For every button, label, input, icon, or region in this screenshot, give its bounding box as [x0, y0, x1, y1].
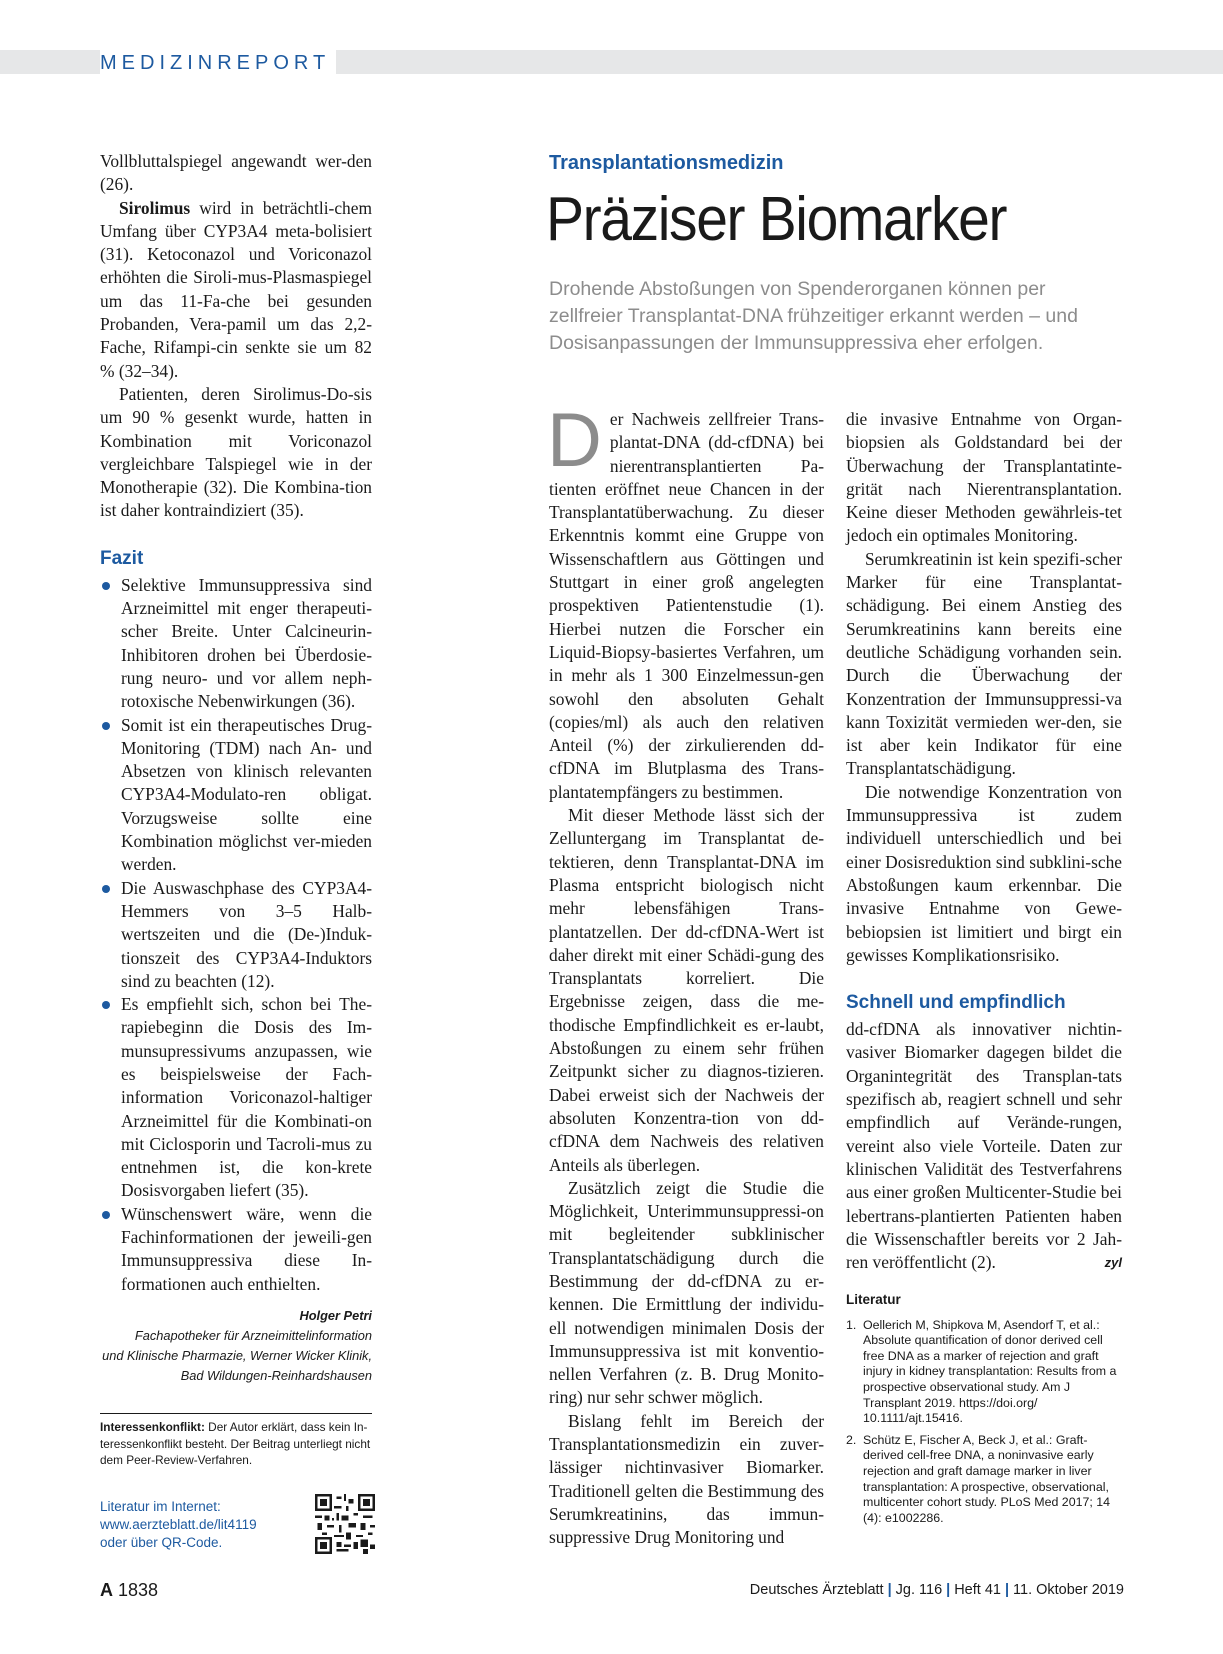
article-column-2 [846, 408, 1122, 1532]
journal-info [750, 1582, 1124, 1598]
literature-item [846, 1318, 1122, 1427]
literature-text: Oellerich M, Shipkova M, Asendorf T, et al.: Absolute quantification of donor derived cell free DNA as a marker of rejection and graft injury in kidney transplantation: Results from a prospective observational study. Am J Transplant 2019. https://doi.org/ 10.1111/ajt.15416. [863, 1317, 1117, 1426]
author-affiliation: Fachapotheker für Arzneimittelinformation [134, 1327, 372, 1343]
paragraph: Patienten, deren Sirolimus-Do-sis um 90 % gesenkt wurde, hatten in Kombination mit Voriconazol vergleichbare Talspiegel wie in der Monotherapie (32). Die Kombina-tion ist daher kontraindiziert (35). [100, 383, 372, 521]
literature-online-note [100, 1498, 300, 1552]
conflict-text: Der Autor erklärt, dass kein In-teressenkonflikt besteht. Der Beitrag unterliegt nicht dem Peer-Review-Verfahren. [100, 1420, 371, 1467]
literature-list [846, 1318, 1122, 1527]
paragraph: Serumkreatinin ist kein spezifi-scher Marker für eine Transplantat-schädigung. Bei einem Anstieg des Serumkreatinins kann bereits eine deutliche Schädigung vorhanden sein. Durch die Überwachung der Konzentration der Immunsuppressi-va kann Toxizität vermieden wer-den, sie ist aber kein Indikator für eine Transplantatschädigung. [846, 548, 1122, 779]
fazit-item: Selektive Immunsuppressiva sind Arzneimittel mit enger therapeuti-scher Breite. Unter Calcineurin-Inhibitoren drohen bei Überdosie-rung neuro- und vor allem neph-rotoxische Nebenwirkungen (36). [100, 574, 372, 714]
paragraph [100, 197, 372, 383]
article-title: Präziser Biomarker [546, 185, 1007, 254]
lit-online-link[interactable]: www.aerzteblatt.de/lit4119 [100, 1517, 257, 1532]
journal-issue: Heft 41 [954, 1582, 1001, 1598]
left-column [100, 150, 372, 1386]
paragraph: Zusätzlich zeigt die Studie die Möglichkeit, Unterimmunsuppressi-on mit begleitender subklinischer Transplantatschädigung durch die Bestimmung der dd-cfDNA zu er-kennen. Die Ermittlung der individu-ell notwendigen minimalen Dosis der Immunsuppressiva ist mit konventio-nellen Verfahren (z. B. Drug Monito-ring) nur sehr schwer möglich. [549, 1177, 824, 1408]
fazit-item: Somit ist ein therapeutisches Drug-Monitoring (TDM) nach An- und Absetzen von klinisch relevanten CYP3A4-Modulato-ren obligat. Vorzugsweise sollte eine Kombination möglichst ver-mieden werden. [100, 714, 372, 877]
separator: | [887, 1582, 892, 1598]
lit-online-qr-note: oder über QR-Code. [100, 1535, 223, 1550]
literature-text: Schütz E, Fischer A, Beck J, et al.: Graft-derived cell-free DNA, a noninvasive early rejection and graft damage marker in liver transplantation: A prospective, observational, multicenter cohort study. PLoS Med 2017; 14 (4): e1002286. [863, 1432, 1111, 1525]
drop-cap: D [547, 398, 602, 483]
section-label: MEDIZINREPORT [100, 50, 336, 74]
conflict-label: Interessenkonflikt: [100, 1420, 205, 1434]
bold-term: Sirolimus [119, 197, 191, 218]
paragraph: Die notwendige Konzentration von Immunsuppressiva ist zudem individuell unterschiedlich und bei einer Dosisreduktion sind subklini-sche Abstoßungen kaum erkennbar. Die invasive Entnahme von Gewe-bebiopsien ist limitiert und birgt ein gewisses Komplikationsrisiko. [846, 781, 1122, 965]
journal-volume: Jg. 116 [895, 1582, 943, 1598]
paragraph: Vollbluttalspiegel angewandt wer-den (26). [100, 151, 372, 195]
author-affiliation: und Klinische Pharmazie, Werner Wicker Klinik, [102, 1347, 372, 1363]
literature-number: 2. [846, 1432, 857, 1447]
literature-heading: Literatur [846, 1292, 901, 1308]
fazit-heading: Fazit [100, 547, 144, 569]
paragraph: die invasive Entnahme von Organ-biopsien als Goldstandard bei der Überwachung der Transplantatinte-grität nach Nierentransplantation. Keine dieser Methoden gewährleis-tet jedoch ein optimales Monitoring. [846, 409, 1122, 546]
paragraph: Bislang fehlt im Bereich der Transplantationsmedizin ein zuver-lässiger nichtinvasiver Biomarker. Traditionell gelten die Bestimmung des Serumkreatinins, das immun-suppressive Drug Monitoring und [549, 1410, 824, 1548]
paragraph-text: er Nachweis zellfreier Trans-plantat-DNA (dd-cfDNA) bei nierentransplantierten Pa-tienten eröffnet neue Chancen in der Transplantatüberwachung. Zu dieser Erkenntnis kommt eine Gruppe von Wissenschaftlern aus Göttingen und Stuttgart in einer groß angelegten prospektiven Patientenstudie (1). Hierbei nutzen die Forscher ein Liquid-Biopsy-basiertes Verfahren, um in mehr als 1 300 Einzelmessun-gen sowohl den absoluten Gehalt (copies/ml) als auch den relativen Anteil (%) der zirkulierenden dd-cfDNA im Blutplasma des Trans-plantatempfängers zu bestimmen. [549, 409, 824, 802]
author-signature: zyl [1104, 1255, 1122, 1271]
journal-date: 11. Oktober 2019 [1013, 1582, 1124, 1598]
author-block [100, 1306, 372, 1386]
conflict-of-interest [100, 1413, 372, 1469]
paragraph [547, 398, 824, 804]
page-number-value: 1838 [118, 1580, 159, 1600]
article-lead: Drohende Abstoßungen von Spenderorganen können per zellfreier Transplantat-DNA frühzeitiger erkannt werden – und Dosisanpassungen der Immunsuppressiva eher erfolgen. [549, 278, 1078, 354]
fazit-item: Wünschenswert wäre, wenn die Fachinformationen der jeweili-gen Immunsuppressiva diese In-formationen auch enthielten. [100, 1203, 372, 1296]
separator: | [1004, 1582, 1010, 1598]
article-column-1 [547, 398, 824, 1550]
separator: | [946, 1582, 951, 1598]
fazit-item: Die Auswaschphase des CYP3A4-Hemmers von 3–5 Halb-wertszeiten und die (De-)Induk-tionszeit des CYP3A4-Induktors sind zu beachten (12). [100, 877, 372, 993]
subheading: Schnell und empfindlich [846, 992, 1066, 1014]
author-name: Holger Petri [299, 1307, 372, 1323]
paragraph: Mit dieser Methode lässt sich der Zelluntergang im Transplantat de-tektieren, denn Transplantat-DNA im Plasma entspricht biologisch nicht mehr lebensfähigen Trans-plantatzellen. Der dd-cfDNA-Wert ist daher direkt mit einer Schädi-gung des Transplantats korreliert. Die Ergebnisse zeigen, dass die me-thodische Empfindlichkeit es er-laubt, Abstoßungen zu einem sehr frühen Zeitpunkt sicher zu diagnos-tizieren. Dabei erweist sich der Nachweis der absoluten Konzentra-tion von dd-cfDNA dem Nachweis des relativen Anteils als überlegen. [549, 805, 824, 1175]
lit-online-label: Literatur im Internet: [100, 1499, 221, 1514]
paragraph-text: wird in beträchtli-chem Umfang über CYP3A4 meta-bolisiert (31). Ketoconazol und Voriconazol erhöhten die Siroli-mus-Plasmaspiegel um das 11-Fa-che bei gesunden Probanden, Vera-pamil um das 2,2-Fache, Rifampi-cin senkte sie um 82 % (32–34). [100, 197, 372, 381]
page-number [100, 1580, 158, 1601]
page-prefix: A [100, 1580, 113, 1600]
article-kicker: Transplantationsmedizin [549, 152, 784, 174]
journal-name: Deutsches Ärzteblatt [749, 1582, 884, 1598]
literature-item [846, 1433, 1122, 1527]
paragraph [846, 1018, 1122, 1274]
literature-number: 1. [846, 1317, 857, 1332]
author-affiliation: Bad Wildungen-Reinhardshausen [180, 1367, 372, 1383]
fazit-list [100, 574, 372, 1296]
qr-code-icon[interactable] [315, 1494, 375, 1554]
paragraph-text: dd-cfDNA als innovativer nichtin-vasiver Biomarker dagegen bildet die Organintegrität des Transplan-tats spezifisch ab, reagiert schnell und sehr empfindlich auf Verände-rungen, vereint also viele Vorteile. Daten zur klinischen Validität des Testverfahrens aus einer großen Multicenter-Studie bei lebertrans-plantierten Patienten haben die Wissenschaftler bereits vor 2 Jah-ren veröffentlicht (2). [846, 1019, 1122, 1273]
fazit-item: Es empfiehlt sich, schon bei The-rapiebeginn die Dosis des Im-munsupressivums anzupassen, wie es beispielsweise der Fach-information Voriconazol-haltiger Arzneimittel für die Kombinati-on mit Ciclosporin und Tacroli-mus zu entnehmen ist, die kon-krete Dosisvorgaben liefert (35). [100, 993, 372, 1203]
